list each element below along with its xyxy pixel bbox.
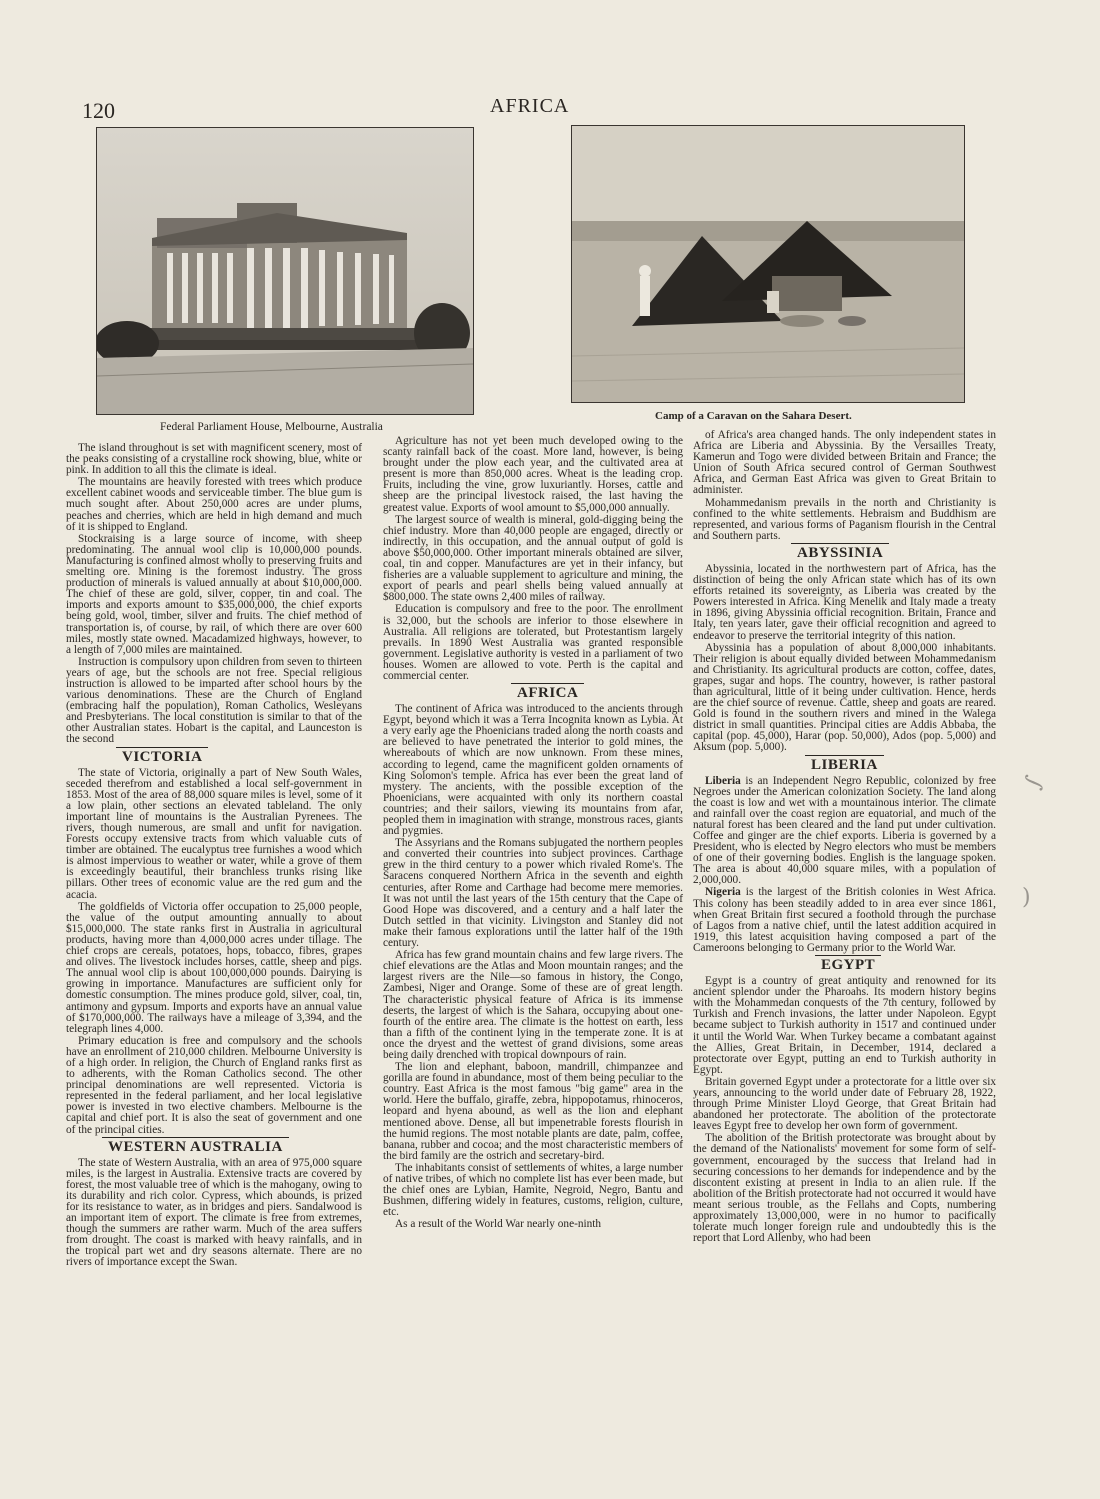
section-heading-liberia: LIBERIA bbox=[693, 757, 996, 773]
paragraph: Abyssinia, located in the northwestern part of Africa, has the distinction of being the only African state which has of its own efforts retained its sovereignty, as Liberia was created by the Powers interested in Africa. King Menelik and Italy made a treaty in 1896, giving Abyssinia official recognition. Britain, France and Italy, ten years later, gave their official recognition and agreed to endeavor to preserve the territorial integrity of this nation. bbox=[693, 562, 996, 642]
section-heading-abyssinia: ABYSSINIA bbox=[693, 545, 996, 561]
paragraph: Primary education is free and compulsory and the schools have an enrollment of 210,000 children. Melbourne University is of a high order. In religion, the Church of England ranks first as to adherents, with the Roman Catholics second. The other principal denominations are well represented. Victoria is represented in the federal parliament, and her local legislative power is invested in two elective chambers. Melbourne is the capital and chief port. It is also the seat of government and one of the principal cities. bbox=[66, 1034, 362, 1136]
paragraph: The Assyrians and the Romans subjugated the northern peoples and converted their countries into subject provinces. Carthage grew in the third century to a power which rivaled Rome's. The Saracens conquered Northern Africa in the seventh and eighth centuries, after Rome and Carthage had become mere memories. It was not until the last years of the 15th century that the Cape of Good Hope was discovered, and a century and a half later the Dutch settled in that vicinity. Livingston and Stanley did not make their famous explorations until the latter half of the 19th century. bbox=[383, 837, 683, 950]
paragraph: Education is compulsory and free to the poor. The enrollment is 32,000, but the schools are inferior to those elsewhere in Australia. All religions are tolerated, but Protestantism largely prevails. In 1890 West Australia was granted responsible government. Legislative authority is vested in a parliament of two houses. Women are allowed to vote. Perth is the capital and commercial center. bbox=[383, 603, 683, 682]
paragraph: Instruction is compulsory upon children from seven to thirteen years of age, but the schools are not free. Special religious instruction is allowed to be imparted after school hours by the various denominations. These are the Church of England (embracing half the population), Roman Catholics, Wesleyans and Presbyterians. The local constitution is similar to that of the other Australian states. Hobart is the capital, and Launceston is the second bbox=[66, 655, 362, 746]
paragraph: The mountains are heavily forested with trees which produce excellent cabinet woods and serviceable timber. The blue gum is much sought after. About 250,000 acres are under plums, peaches and cherries, which are held in high demand and much of it is shipped to England. bbox=[66, 476, 362, 533]
text-column-1 bbox=[66, 443, 362, 1270]
section-heading-africa: AFRICA bbox=[383, 685, 683, 701]
page-title: AFRICA bbox=[490, 95, 570, 117]
page-number: 120 bbox=[82, 98, 115, 123]
parliament-photo-caption: Federal Parliament House, Melbourne, Australia bbox=[160, 421, 383, 433]
margin-pencil-mark: ) bbox=[1022, 885, 1031, 910]
paragraph: The largest source of wealth is mineral, gold-digging being the chief industry. More than 40,000 people are engaged, directly or indirectly, in this occupation, and the annual output of gold is above $50,000,000. Other important minerals obtained are silver, coal, tin and copper. Manufactures are yet in their infancy, but fisheries are a valuable supplement to agriculture and mining, the export of pearls and pearl shells being valued annually at $800,000. The state owns 2,400 miles of railway. bbox=[383, 513, 683, 604]
caravan-photo-caption: Camp of a Caravan on the Sahara Desert. bbox=[655, 410, 852, 422]
paragraph: Abyssinia has a population of about 8,000,000 inhabitants. Their religion is about equally divided between Mohammedanism and Christianity. Its agricultural products are cotton, coffee, dates, grapes, sugar and hops. The country, however, is rather pastoral than agricultural, little of it being under cultivation. Hence, herds are the chief source of revenue. Cattle, sheep and goats are reared. Gold is found in the southern rivers and mined in the Walega district in small quantities. Principal cities are Addis Abbaba, the capital (pop. 45,000), Harar (pop. 50,000), Ados (pop. 5,000) and Aksum (pop. 5,000). bbox=[693, 641, 996, 754]
paragraph: The inhabitants consist of settlements of whites, a large number of native tribes, of which no complete list has ever been made, but the chief ones are Lybian, Hamite, Negroid, Negro, Bantu and Bushmen, differing widely in features, customs, religion, culture, etc. bbox=[383, 1161, 683, 1219]
text-column-2 bbox=[383, 436, 683, 1231]
section-heading-western-australia: WESTERN AUSTRALIA bbox=[66, 1139, 362, 1155]
paragraph: The goldfields of Victoria offer occupation to 25,000 people, the value of the output amounting annually to about $15,000,000. The state ranks first in Australia in agricultural products, having more than 4,000,000 acres under tillage. The chief crops are cereals, potatoes, hops, tobacco, fibres, grapes and olives. The livestock includes horses, cattle, sheep and pigs. The annual wool clip is about 100,000,000 pounds. Dairying is growing in importance. Manufactures are sufficient only for domestic consumption. The mines produce gold, silver, coal, tin, antimony and gypsum. Imports and exports have an annual value of $170,000,000. The railways have a mileage of 3,394, and the telegraph lines 4,000. bbox=[66, 900, 362, 1035]
paragraph: Nigeria is the largest of the British colonies in West Africa. This colony has been steadily added to in area ever since 1861, when Great Britain first secured a foothold through the purchase of Lagos from a native chief, until the latest addition acquired in 1919, this latest acquisition having composed a part of the Cameroons belonging to Germany prior to the World War. bbox=[693, 886, 996, 954]
section-heading-egypt: EGYPT bbox=[693, 957, 996, 973]
paragraph: The state of Western Australia, with an area of 975,000 square miles, is the largest in Australia. Extensive tracts are covered by forest, the most valuable tree of which is the mahogany, owing to its durability and rich color. Cypress, which abounds, is prized for its resistance to water, as in bridges and piers. Sandalwood is an important item of export. The climate is free from extremes, though the summers are rather warm. Much of the area suffers from drought. The coast is marked with heavy rainfalls, and in the tropical part wet and dry seasons alternate. There are no rivers of importance except the Swan. bbox=[66, 1156, 362, 1269]
paragraph: Africa has few grand mountain chains and few large rivers. The chief elevations are the Atlas and Moon mountain ranges; and the largest rivers are the Nile—so famous in history, the Congo, Zambesi, Niger and Orange. Some of these are of great length. The characteristic physical feature of Africa is its immense deserts, the largest of which is the Sahara, occupying about one-fourth of the entire area. The climate is the hottest on earth, less than a fifth of the continent lying in the temperate zone. It is at once the dryest and the wettest of grand divisions, some areas being daily drenched with tropical downpours of rain. bbox=[383, 949, 683, 1061]
paragraph: As a result of the World War nearly one-ninth bbox=[395, 1218, 602, 1231]
margin-pencil-mark: ∫ bbox=[1020, 772, 1048, 793]
paragraph: Britain governed Egypt under a protectorate for a little over six years, announcing to the world under date of February 28, 1922, through Prime Minister Lloyd George, that Great Britain had abandoned her protectorate. The abolition of the protectorate leaves Egypt free to develop her own form of government. bbox=[693, 1075, 996, 1133]
lead-term: Liberia bbox=[705, 774, 741, 787]
parliament-house-photo bbox=[96, 127, 474, 415]
paragraph: The abolition of the British protectorate was brought about by the demand of the Nationalists' movement for some form of self-government, encouraged by the success that Ireland had in securing concessions to her demands for independence and by the discontent existing at present in India to an alien rule. If the abolition of the British protectorate had not occurred it would have meant serious trouble, as the Fellahs and Copts, numbering approximately 13,000,000, were in no humor to pacifically tolerate much longer foreign rule and undoubtedly this is the report that Lord Allenby, who had been bbox=[693, 1132, 996, 1245]
lead-term: Nigeria bbox=[705, 886, 741, 899]
caravan-camp-photo bbox=[571, 125, 965, 403]
paragraph: The continent of Africa was introduced to the ancients through Egypt, beyond which it was a Terra Incognita known as Lybia. At a very early age the Phoenicians traded along the north coasts and are believed to have penetrated the interior to gold mines, the whereabouts of which are now unknown. From these mines, according to legend, came the magnificent golden ornaments of King Solomon's temple. Africa has ever been the great land of mystery. The ancients, with the possible exception of the Phoenicians, were acquainted with only its northern coastal countries; and their sailors, viewing its mountains from afar, peopled them in imagination with strange, monstrous races, giants and pygmies. bbox=[383, 703, 683, 838]
paragraph: Agriculture has not yet been much developed owing to the scanty rainfall back of the coast. More land, however, is being brought under the plow each year, and the cultivated area at present is more than 850,000 acres. Wheat is the leading crop. Fruits, including the vine, grow luxuriantly. Horses, cattle and sheep are the principal livestock raised, the last having the greatest value. Exports of wool amount to $5,000,000 annually. bbox=[383, 435, 683, 514]
paragraph: The state of Victoria, originally a part of New South Wales, seceded therefrom and established a local self-government in 1853. Most of the area of 88,000 square miles is level, some of it a low plain, other sections an elevated tableland. The only important line of mountains is the Australian Pyrenees. The rivers, though numerous, are small and unfit for navigation. Forests occupy extensive tracts from which valuable cuts of timber are obtained. The eucalyptus tree furnishes a wood which is almost impervious to weather or water, while a grove of them is exceedingly beautiful, their branchless trunks rising like pillars. Other trees of economic value are the red gum and the acacia. bbox=[66, 766, 362, 901]
paragraph: Stockraising is a large source of income, with sheep predominating. The annual wool clip is 10,000,000 pounds. Manufacturing is confined almost wholly to preserving fruits and smelting ore. Mining is the foremost industry. The gross production of minerals is valued annually at about $10,000,000. The chief of these are gold, silver, copper, tin and coal. The imports and exports amount to $35,000,000, the chief exports being gold, wool, timber, silver and fruits. The chief method of transportation is, of course, by rail, of which there are over 600 miles, mostly state owned. Macadamized highways, however, to a length of 7,000 miles are maintained. bbox=[66, 532, 362, 656]
text-column-3 bbox=[693, 430, 996, 1245]
paragraph: Mohammedanism prevails in the north and Christianity is confined to the white settlements. Hebraism and Buddhism are represented, and various forms of Paganism flourish in the Central and Southern parts. bbox=[693, 496, 996, 542]
paragraph: The lion and elephant, baboon, mandrill, chimpanzee and gorilla are found in abundance, most of them being peculiar to the country. East Africa is the most famous "big game" area in the world. Here the buffalo, giraffe, zebra, hippopotamus, rhinoceros, leopard and hyena abound, as well as the lion and elephant mentioned above. Dense, all but impenetrable forests flourish in the humid regions. The most notable plants are date, palm, coffee, banana, rubber and cocoa; and the most characteristic members of the bird family are the ostrich and secretary-bird. bbox=[383, 1061, 683, 1162]
section-heading-victoria: VICTORIA bbox=[66, 749, 362, 765]
paragraph: The island throughout is set with magnificent scenery, most of the peaks consisting of a crystalline rock showing, blue, white or pink. In addition to all this the climate is ideal. bbox=[66, 442, 362, 477]
paragraph: Egypt is a country of great antiquity and renowned for its ancient splendor under the Pharoahs. Its modern history begins with the Mohammedan conquests of the 7th century, followed by Turkish and French invasions, the latter under Napoleon. Egypt became subject to Turkish authority in 1517 and continued under it until the World War. When Turkey became a combatant against the Allies, Great Britain, in December, 1914, declared a protectorate over Egypt, putting an end to Turkish authority in Egypt. bbox=[693, 975, 996, 1076]
paragraph: Liberia is an Independent Negro Republic, colonized by free Negroes under the American colonization Society. The land along the coast is low and wet with a mountainous interior. The climate and rainfall over the coast region are equatorial, and much of the natural forest has been cleared and the land put under cultivation. Coffee and ginger are the chief exports. Liberia is governed by a President, who is elected by Negro electors who must be members of one of their governing bodies. English is the language spoken. The area is about 40,000 square miles, with a population of 2,000,000. bbox=[693, 774, 996, 887]
paragraph: of Africa's area changed hands. The only independent states in Africa are Liberia and Abyssinia. By the Versailles Treaty, Kamerun and Togo were divided between Britain and France; the Union of South Africa secured control of German Southwest Africa, and German East Africa was given to Great Britain to administer. bbox=[693, 429, 996, 497]
